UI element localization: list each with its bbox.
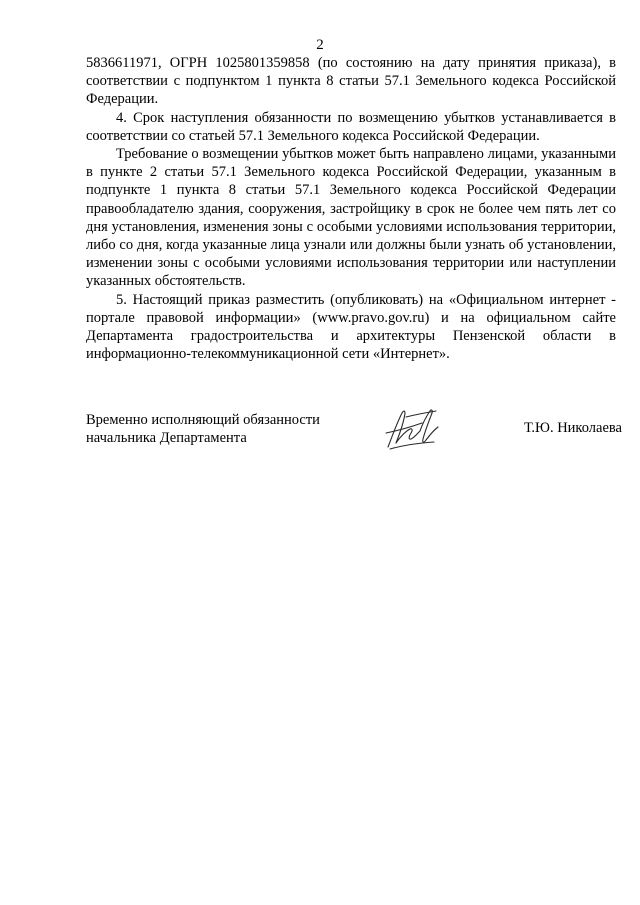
paragraph-claim-requirement: Требование о возмещении убытков может быть направлено лицами, указанными в пункте 2 статьи 57.1 Земельного кодекса Российской Федерации, указанным в подпункте 1 пункта 8 статьи 57.1 Земельного кодекса Российской Федерации правообладателю здания, сооружения, застройщику в срок не более чем пять лет со дня установления, изменения зоны с особыми условиями использования территории, либо со дня, когда указанные лица узнали или должны были узнать об установлении, изменении зоны с особыми условиями использования территории или наступлении указанных обстоятельств. — [86, 146, 616, 290]
signatory-title-line-2: начальника Департамента — [86, 430, 247, 447]
paragraph-item-4: 4. Срок наступления обязанности по возмещению убытков устанавливается в соответствии со статьей 57.1 Земельного кодекса Российской Федерации. — [86, 109, 616, 144]
paragraph-continuation: 5836611971, ОГРН 1025801359858 (по состоянию на дату принятия приказа), в соответствии с подпунктом 1 пункта 8 статьи 57.1 Земельного кодекса Российской Федерации. — [86, 55, 616, 108]
paragraph-item-5: 5. Настоящий приказ разместить (опубликовать) на «Официальном интернет - портале правовой информации» (www.pravo.gov.ru) и на официальном сайте Департамента градостроительства и архитектуры Пензенской области в информационно-телекоммуникационной сети «Интернет». — [86, 291, 616, 363]
signature-block — [86, 411, 622, 461]
signatory-title — [86, 411, 346, 447]
page-number: 2 — [316, 37, 324, 53]
signatory-name: Т.Ю. Николаева — [524, 420, 622, 436]
handwritten-signature — [376, 403, 446, 455]
document-body — [86, 54, 616, 363]
signatory-title-line-1: Временно исполняющий обязанности — [86, 412, 320, 428]
